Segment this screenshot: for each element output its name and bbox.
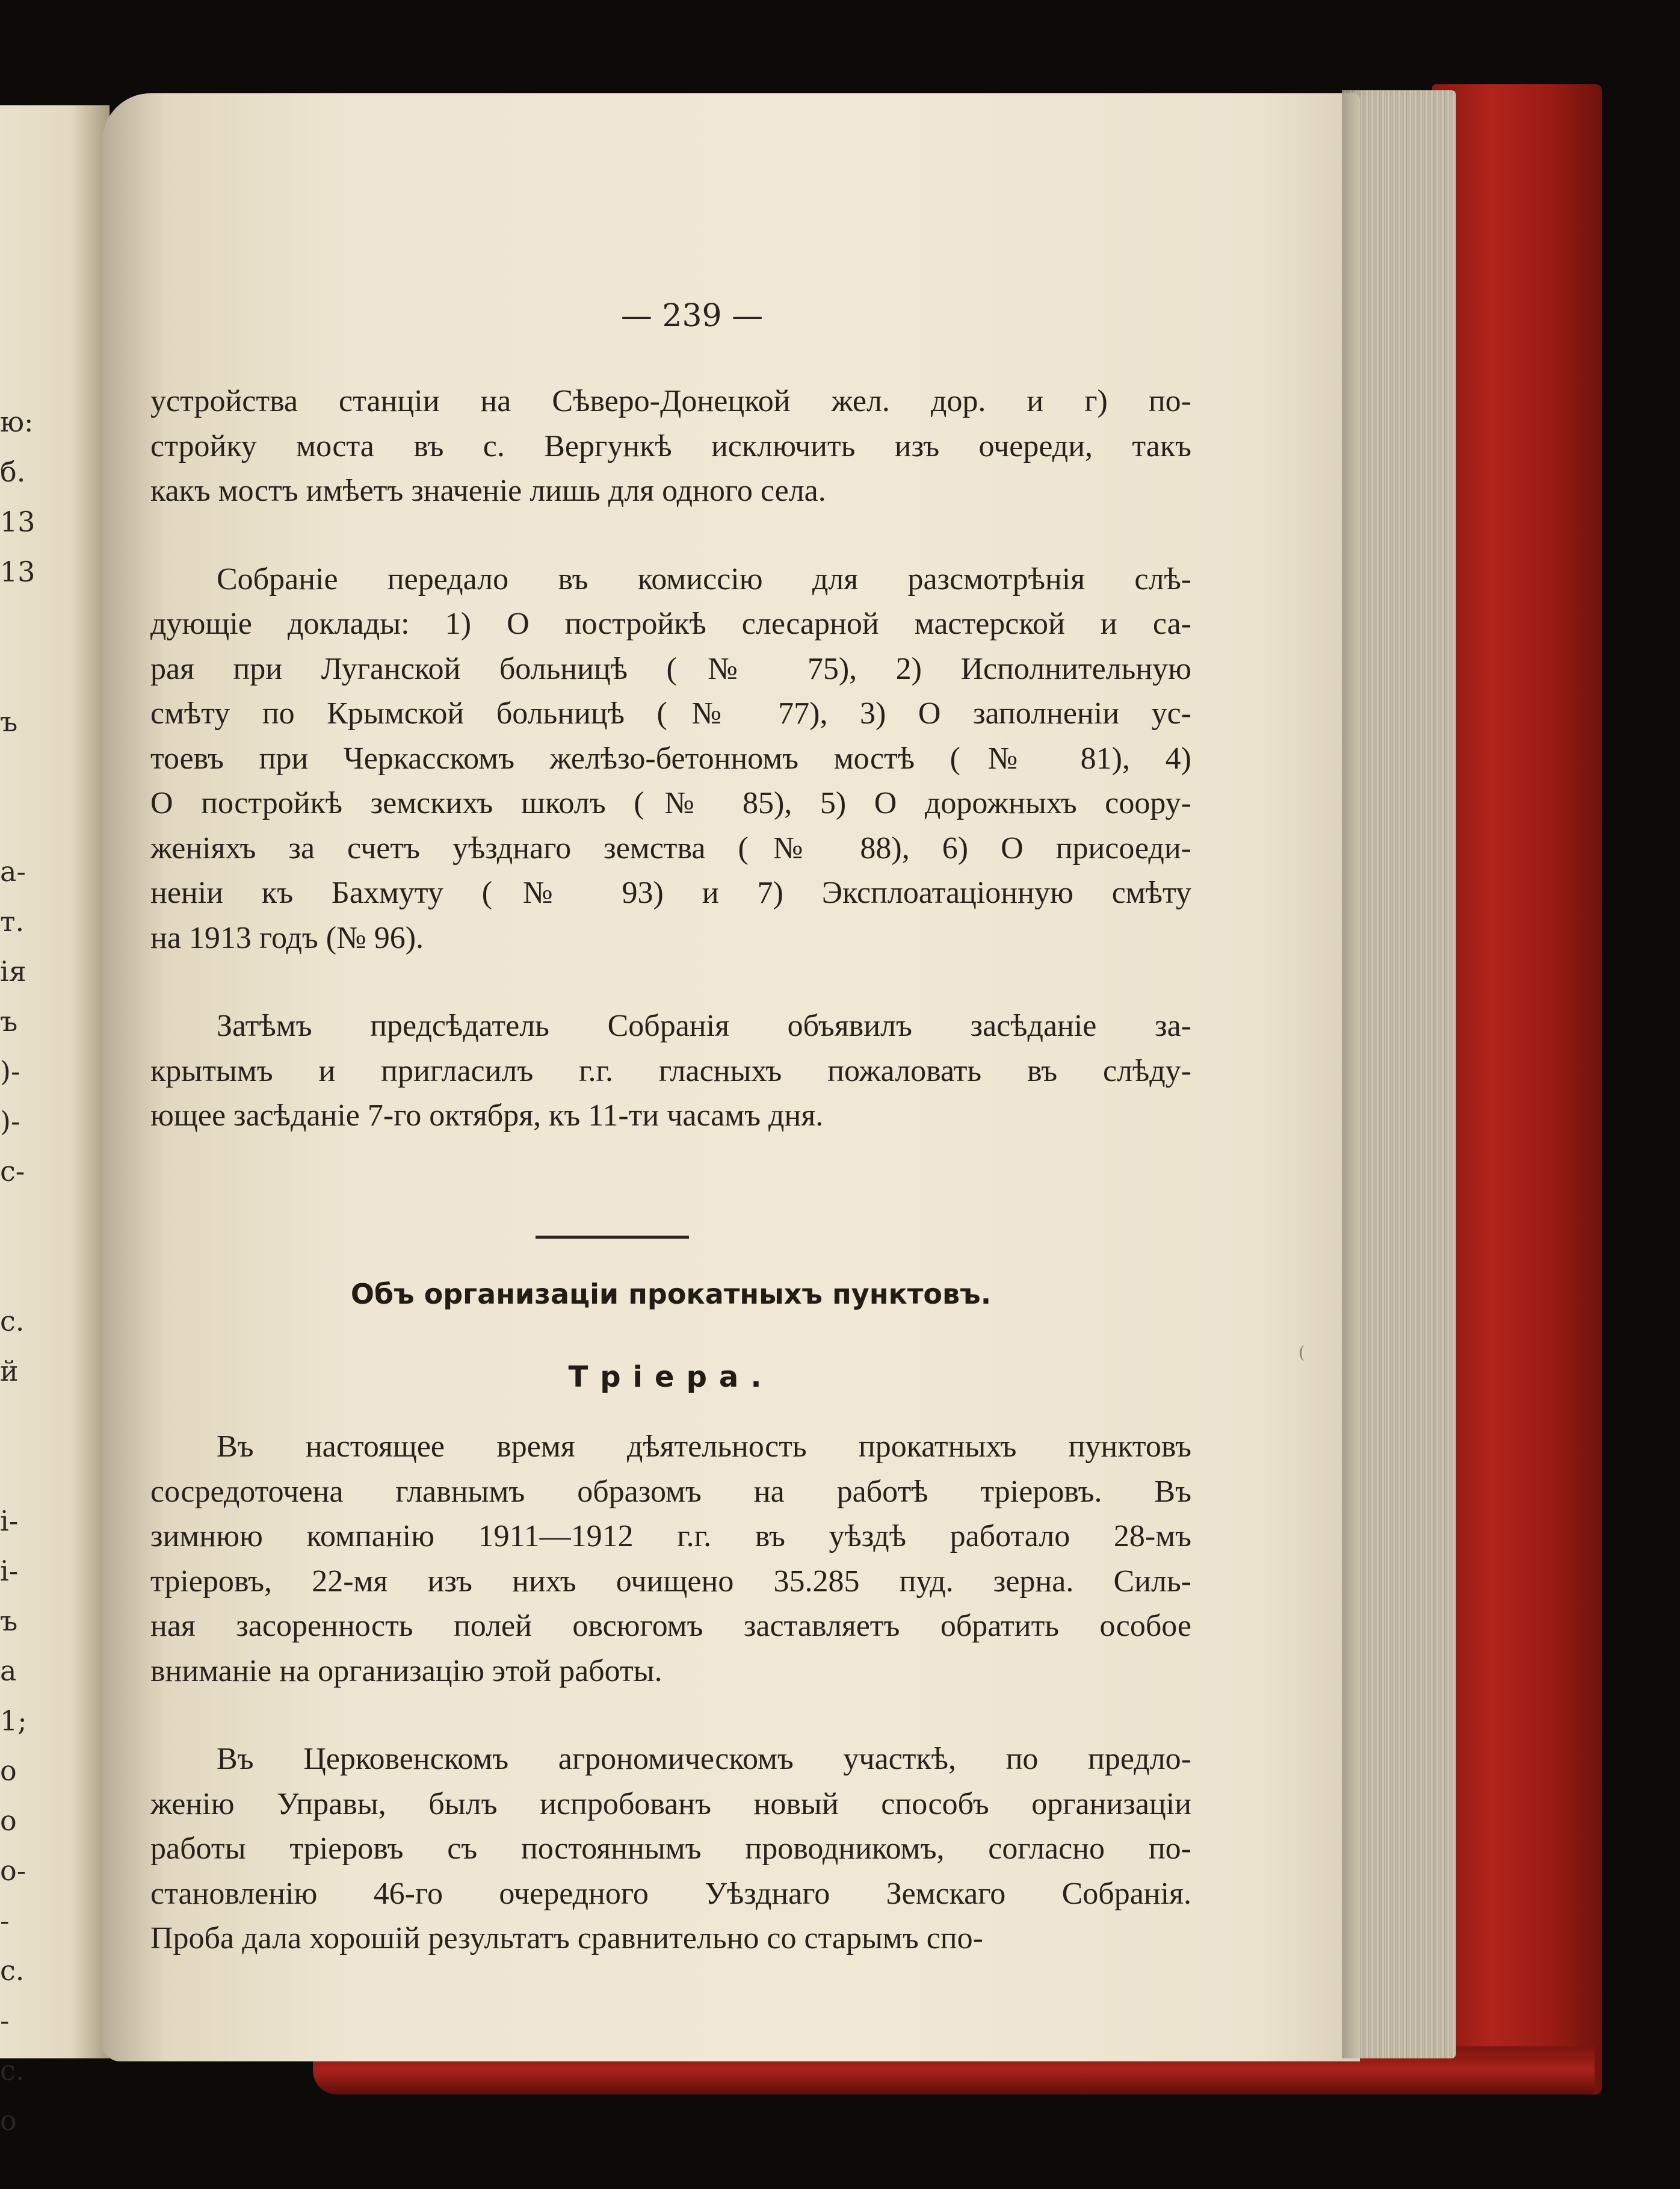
text-line: стройку моста въ с. Вергункѣ исключить изъ очереди, такъ: [150, 429, 1191, 463]
paragraph: [150, 1425, 1191, 1694]
left-page-fragment: ю:: [0, 406, 34, 438]
left-page-fragment: [0, 797, 72, 847]
left-page-fragment: о: [0, 2104, 17, 2137]
text-line: устройства станціи на Сѣверо-Донецкой жел. дор. и г) по-: [150, 384, 1191, 418]
left-page-fragment: 13: [0, 506, 36, 538]
left-page-fragment: й: [0, 1355, 19, 1387]
text-line: зимнюю компанію 1911—1912 г.г. въ уѣздѣ работало 28-мъ: [150, 1519, 1191, 1553]
text-line: становленію 46-го очередного Уѣзднаго Земскаго Собранія.: [150, 1876, 1191, 1911]
text-line: на 1913 годъ (№ 96).: [150, 920, 424, 955]
left-page-fragment: о-: [0, 1854, 26, 1887]
left-page-fragment: )-: [0, 1105, 20, 1138]
left-page-fragment: )-: [0, 1055, 20, 1088]
margin-mark: [1300, 1345, 1310, 1361]
left-page-fragment: с.: [0, 1305, 25, 1337]
text-line: Затѣмъ предсѣдатель Собранія объявилъ засѣданіе за-: [217, 1009, 1191, 1043]
book-cover-edge: [1432, 84, 1602, 2095]
left-page-fragment: ъ: [0, 1605, 18, 1637]
left-page-text-fragments: [0, 397, 72, 2146]
left-page-fragment: с.: [0, 2054, 25, 2087]
text-line: крытымъ и пригласилъ г.г. гласныхъ пожаловать въ слѣду-: [150, 1053, 1191, 1088]
text-line: женію Управы, былъ испробованъ новый способъ организаціи: [150, 1786, 1191, 1821]
paragraph: [150, 1004, 1191, 1139]
left-page-fragment: с.: [0, 1954, 25, 1987]
left-page-fragment: 13: [0, 556, 36, 588]
paragraph-gap: [150, 1694, 1191, 1737]
left-page-fragment: ія: [0, 955, 26, 988]
text-line: работы тріеровъ съ постояннымъ проводникомъ, согласно по-: [150, 1831, 1191, 1866]
subsection-heading: Тріера.: [568, 1360, 774, 1394]
left-page-fragment: [0, 1446, 72, 1496]
body-text-top: [150, 379, 1191, 1139]
text-line: женіяхъ за счетъ уѣзднаго земства (№ 88), 6) О присоеди-: [150, 831, 1191, 865]
text-line: Собраніе передало въ комиссію для разсмотрѣнія слѣ-: [217, 562, 1191, 596]
left-page-fragment: о: [0, 1754, 17, 1787]
paragraph: [150, 557, 1191, 961]
text-line: тоевъ при Черкасскомъ желѣзо-бетонномъ мостѣ (№ 81), 4): [150, 741, 1191, 776]
text-line: смѣту по Крымской больницѣ (№ 77), 3) О заполненіи ус-: [150, 696, 1191, 731]
left-page-fragment: -: [0, 1904, 10, 1937]
left-page-fragment: ъ: [0, 1005, 18, 1038]
book-page: [102, 93, 1360, 2061]
text-line: ная засоренность полей овсюгомъ заставляетъ обратить особое: [150, 1609, 1191, 1643]
left-page-fragment: [0, 647, 72, 697]
text-line: Проба дала хорошій результатъ сравнительно со старымъ спо-: [150, 1921, 983, 1955]
text-line: дующіе доклады: 1) О постройкѣ слесарной мастерской и са-: [150, 607, 1191, 641]
left-page-fragment: б.: [0, 456, 26, 488]
paragraph: [150, 379, 1191, 514]
left-page-fragment: а-: [0, 855, 26, 888]
section-heading: Объ организаціи прокатныхъ пунктовъ.: [350, 1278, 992, 1310]
paragraph: [150, 1737, 1191, 1961]
left-page-fragment: -: [0, 2004, 10, 2037]
left-page-fragment: [0, 1197, 72, 1246]
left-page-fragment: і-: [0, 1505, 19, 1537]
text-line: вниманіе на организацію этой работы.: [150, 1653, 662, 1688]
text-line: Въ Церковенскомъ агрономическомъ участкѣ, по предло-: [217, 1742, 1191, 1776]
left-page-fragment: [0, 597, 72, 647]
left-page-fragment: с-: [0, 1155, 25, 1187]
text-line: Въ настоящее время дѣятельность прокатныхъ пунктовъ: [217, 1429, 1191, 1464]
left-page-fragment: ъ: [0, 705, 18, 738]
page-number: — 239 —: [620, 298, 764, 334]
left-page-fragment: [0, 1396, 72, 1446]
left-page-fragment: і-: [0, 1555, 19, 1587]
left-page-fragment: [0, 747, 72, 797]
page-edge-shadow: [1342, 90, 1366, 2058]
text-line: какъ мостъ имѣетъ значеніе лишь для одного села.: [150, 474, 826, 508]
left-page-fragment: о: [0, 1804, 17, 1837]
text-line: неніи къ Бахмуту (№ 93) и 7) Эксплоатаціонную смѣту: [150, 876, 1191, 910]
left-page-fragment: [0, 1246, 72, 1296]
left-page-fragment: 1;: [0, 1704, 27, 1737]
text-line: рая при Луганской больницѣ (№ 75), 2) Исполнительную: [150, 651, 1191, 686]
text-line: тріеровъ, 22-мя изъ нихъ очищено 35.285 пуд. зерна. Силь-: [150, 1564, 1191, 1599]
left-page-fragment: а: [0, 1655, 17, 1687]
paragraph-gap: [150, 514, 1191, 557]
text-line: ющее засѣданіе 7-го октября, къ 11-ти часамъ дня.: [150, 1098, 824, 1133]
paragraph-gap: [150, 961, 1191, 1004]
section-divider: [536, 1236, 689, 1239]
left-facing-page: [0, 105, 110, 2137]
text-line: О постройкѣ земскихъ школъ (№ 85), 5) О дорожныхъ соору-: [150, 786, 1191, 820]
text-line: сосредоточена главнымъ образомъ на работѣ тріеровъ. Въ: [150, 1474, 1191, 1509]
body-text-bottom: [150, 1425, 1191, 1961]
left-page-fragment: т.: [0, 905, 25, 938]
